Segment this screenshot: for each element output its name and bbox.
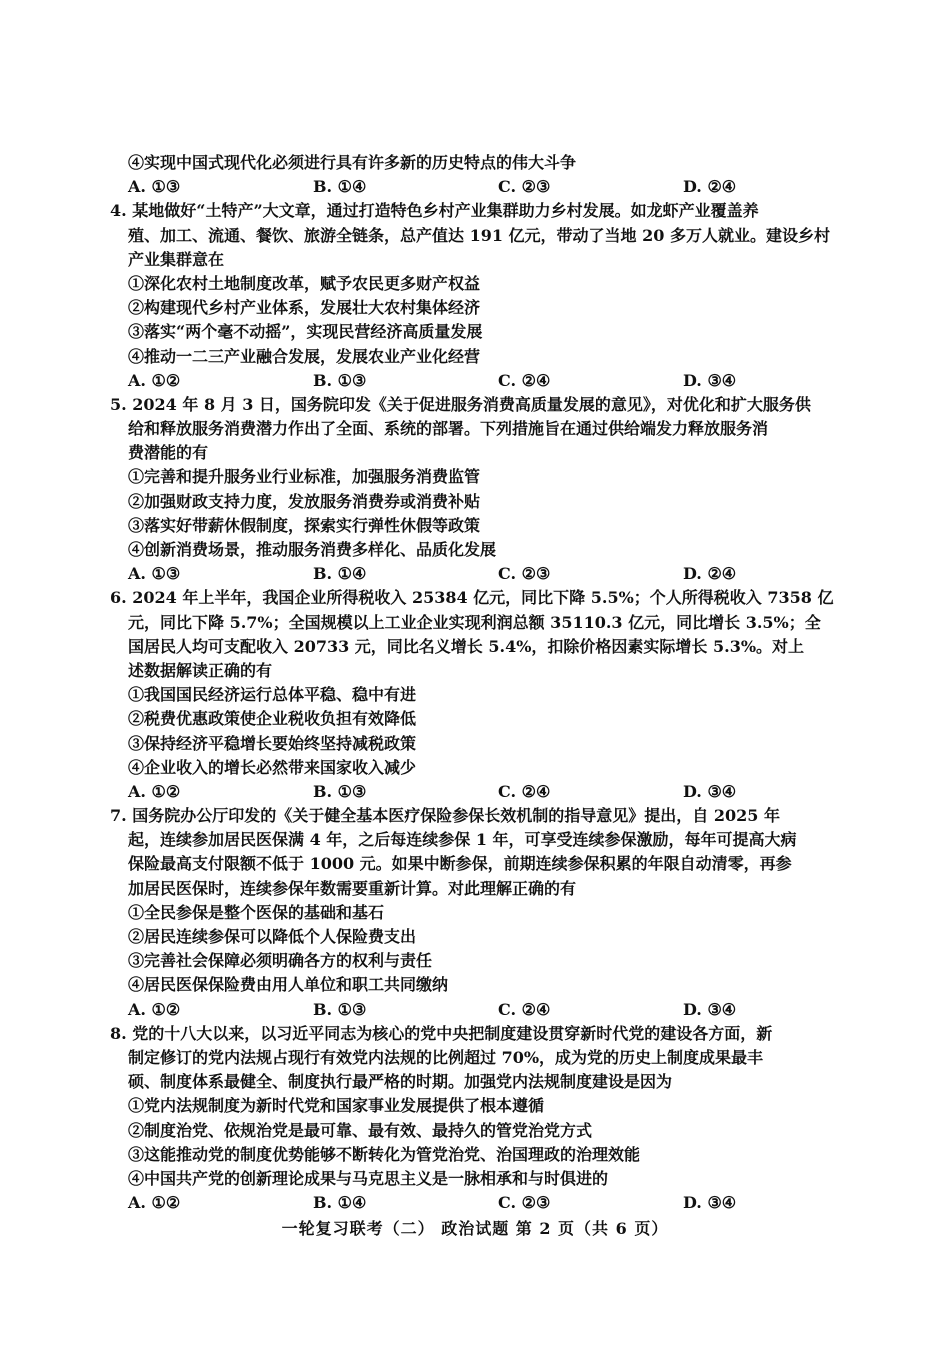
statement-item: ②居民连续参保可以降低个人保险费支出 [128, 927, 417, 946]
statement-item: ①深化农村土地制度改革，赋予农民更多财产权益 [128, 273, 481, 293]
question-stem-line: 产业集群意在 [128, 249, 225, 269]
question-stem-line: 保险最高支付限额不低于 1000 元。如果中断参保，前期连续参保积累的年限自动清零，再参 [128, 854, 792, 874]
question-stem-line: 硕、制度体系最健全、制度执行最严格的时期。加强党内法规制度建设是因为 [128, 1072, 673, 1092]
statement-item: ③保持经济平稳增长要始终坚持减税政策 [128, 733, 417, 753]
question-stem-line: 述数据解读正确的有 [128, 660, 273, 680]
option-b: B. ①③ [313, 781, 367, 801]
option-a: A. ①③ [128, 564, 181, 584]
option-a: A. ①② [128, 781, 181, 801]
statement-item: ②税费优惠政策使企业税收负担有效降低 [128, 709, 417, 729]
option-a: A. ①② [128, 999, 181, 1019]
statement-item: ④推动一二三产业融合发展，发展农业产业化经营 [128, 346, 481, 366]
option-d: D. ③④ [683, 1193, 737, 1213]
option-c: C. ②③ [498, 564, 551, 584]
question-3-options [128, 175, 838, 199]
statement-item: ③这能推动党的制度优势能够不断转化为管党治党、治国理政的治理效能 [128, 1144, 641, 1164]
option-d: D. ③④ [683, 999, 737, 1019]
question-block [110, 199, 838, 393]
question-list [110, 199, 838, 1215]
option-b: B. ①④ [313, 177, 367, 197]
option-d: D. ③④ [683, 370, 737, 390]
question-stem-line: 国居民人均可支配收入 20733 元，同比名义增长 5.4%，扣除价格因素实际增长 5.3%。对上 [128, 636, 805, 656]
question-stem-line: 费潜能的有 [128, 443, 209, 463]
statement-item: ④中国共产党的创新理论成果与马克思主义是一脉相承和与时俱进的 [128, 1168, 609, 1188]
option-d: D. ②④ [683, 564, 737, 584]
question-stem-line: 给和释放服务消费潜力作出了全面、系统的部署。下列措施旨在通过供给端发力释放服务消 [128, 419, 769, 439]
answer-options [128, 369, 838, 393]
option-d: D. ②④ [683, 177, 737, 197]
option-c: C. ②③ [498, 1193, 551, 1213]
option-c: C. ②④ [498, 370, 551, 390]
question-stem-line: 4. 某地做好“土特产”大文章，通过打造特色乡村产业集群助力乡村发展。如龙虾产业覆盖养 [110, 201, 759, 221]
statement-item: ①全民参保是整个医保的基础和基石 [128, 902, 385, 922]
statement-item: ③完善社会保障必须明确各方的权利与责任 [128, 951, 433, 971]
question-stem-line: 起，连续参加居民医保满 4 年，之后每连续参保 1 年，可享受连续参保激励，每年可提高大病 [128, 830, 797, 850]
question-stem-line: 5. 2024 年 8 月 3 日，国务院印发《关于促进服务消费高质量发展的意见》，对优化和扩大服务供 [110, 394, 811, 414]
option-c: C. ②③ [498, 177, 551, 197]
statement-item: ③落实好带薪休假制度，探索实行弹性休假等政策 [128, 515, 481, 535]
statement-item: ④居民医保保险费由用人单位和职工共同缴纳 [128, 975, 449, 995]
statement-item: ①我国国民经济运行总体平稳、稳中有进 [128, 685, 417, 705]
answer-options [128, 1191, 838, 1215]
question-stem-line: 制定修订的党内法规占现行有效党内法规的比例超过 70%，成为党的历史上制度成果最丰 [128, 1047, 764, 1067]
option-b: B. ①④ [313, 1193, 367, 1213]
question-block [110, 393, 838, 587]
question-stem-line: 6. 2024 年上半年，我国企业所得税收入 25384 亿元，同比下降 5.5%；个人所得税收入 7358 亿 [110, 588, 834, 608]
page-content [110, 151, 838, 1215]
question-block [110, 804, 838, 1022]
option-d: D. ③④ [683, 781, 737, 801]
question-stem-line: 元，同比下降 5.7%；全国规模以上工业企业实现利润总额 35110.3 亿元，同比增长 3.5%；全 [128, 612, 821, 632]
question-block [110, 586, 838, 804]
answer-options [128, 780, 838, 804]
option-b: B. ①③ [313, 999, 367, 1019]
statement-item: ②制度治党、依规治党是最可靠、最有效、最持久的管党治党方式 [128, 1120, 593, 1140]
statement-item: ①党内法规制度为新时代党和国家事业发展提供了根本遵循 [128, 1096, 545, 1116]
page-footer: 一轮复习联考（二） 政治试题 第 2 页（共 6 页） [281, 1219, 669, 1238]
option-b: B. ①③ [313, 370, 367, 390]
option-a: A. ①② [128, 370, 181, 390]
statement-item: ③落实“两个毫不动摇”，实现民营经济高质量发展 [128, 322, 483, 342]
question-3-tail [128, 151, 838, 199]
option-a: A. ①③ [128, 177, 181, 197]
statement-item: ②构建现代乡村产业体系，发展壮大农村集体经济 [128, 298, 481, 318]
statement-item: ②加强财政支持力度，发放服务消费券或消费补贴 [128, 491, 481, 511]
question-block [110, 1022, 838, 1216]
option-c: C. ②④ [498, 781, 551, 801]
option-b: B. ①④ [313, 564, 367, 584]
question-stem-line: 加居民医保时，连续参保年数需要重新计算。对此理解正确的有 [128, 878, 577, 898]
question-stem-line: 7. 国务院办公厅印发的《关于健全基本医疗保险参保长效机制的指导意见》提出，自 2025 年 [110, 806, 780, 826]
question-stem-line: 8. 党的十八大以来，以习近平同志为核心的党中央把制度建设贯穿新时代党的建设各方面，新 [110, 1023, 773, 1043]
question-stem-line: 殖、加工、流通、餐饮、旅游全链条，总产值达 191 亿元，带动了当地 20 多万人就业。建设乡村 [128, 225, 830, 245]
question-3-item-4: ④实现中国式现代化必须进行具有许多新的历史特点的伟大斗争 [128, 153, 577, 172]
answer-options [128, 998, 838, 1022]
statement-item: ④创新消费场景，推动服务消费多样化、品质化发展 [128, 540, 497, 559]
statement-item: ①完善和提升服务业行业标准，加强服务消费监管 [128, 467, 481, 487]
statement-item: ④企业收入的增长必然带来国家收入减少 [128, 757, 417, 777]
answer-options [128, 562, 838, 586]
option-a: A. ①② [128, 1193, 181, 1213]
option-c: C. ②④ [498, 999, 551, 1019]
